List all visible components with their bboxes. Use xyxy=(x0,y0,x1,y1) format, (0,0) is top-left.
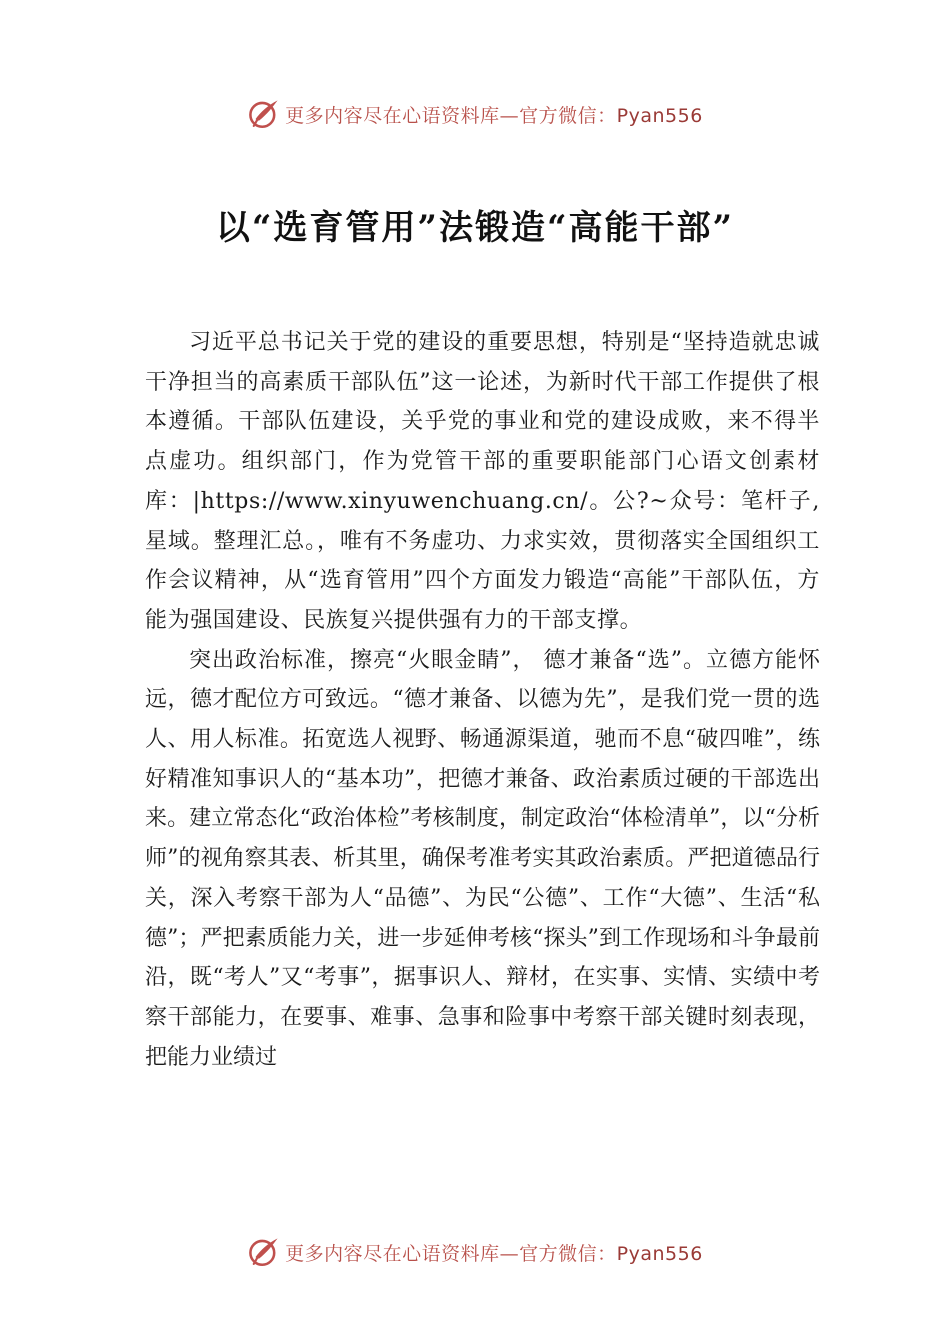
wechat-id: Pyan556 xyxy=(616,1242,703,1265)
header-banner xyxy=(0,94,950,134)
paragraph-2: 突出政治标准，擦亮“火眼金睛”， 德才兼备“选”。立德方能怀远，德才配位方可致远。“德才兼备、以德为先”，是我们党一贯的选人、用人标准。拓宽选人视野、畅通源渠道，驰而不息“破四唯”，练好精准知事识人的“基本功”，把德才兼备、政治素质过硬的干部选出来。建立常态化“政治体检”考核制度，制定政治“体检清单”，以“分析师”的视角察其表、析其里，确保考准考实其政治素质。严把道德品行关，深入考察干部为人“品德”、为民“公德”、工作“大德”、生活“私德”；严把素质能力关，进一步延伸考核“探头”到工作现场和斗争最前沿，既“考人”又“考事”，据事识人、辩材，在实事、实情、实绩中考察干部能力，在要事、难事、急事和险事中考察干部关键时刻表现，把能力业绩过 xyxy=(145,647,820,1070)
banner-label: 更多内容尽在心语资料库—官方微信： xyxy=(285,104,617,127)
banner-label: 更多内容尽在心语资料库—官方微信： xyxy=(285,1242,617,1265)
paragraph-1: 习近平总书记关于党的建设的重要思想，特别是“坚持造就忠诚干净担当的高素质干部队伍”这一论述，为新时代干部工作提供了根本遵循。干部队伍建设，关乎党的事业和党的建设成败，来不得半点虚功。组织部门，作为党管干部的重要职能部门心语文创素材库：|https://www.xinyuwenchuang.cn/。公?~众号：笔杆子,星域。整理汇总。，唯有不务虚功、力求实效，贯彻落实全国组织工作会议精神，从“选育管用”四个方面发力锻造“高能”干部队伍，方能为强国建设、民族复兴提供强有力的干部支撑。 xyxy=(145,330,820,633)
banner-text xyxy=(285,101,703,128)
wechat-id: Pyan556 xyxy=(616,104,703,127)
page-title: 以“选育管用”法锻造“高能干部” xyxy=(215,208,735,248)
footer-banner xyxy=(0,1232,950,1272)
article-body xyxy=(145,323,820,1077)
quill-pen-logo-icon xyxy=(247,97,281,131)
quill-pen-logo-icon xyxy=(247,1235,281,1269)
banner-text xyxy=(285,1239,703,1266)
